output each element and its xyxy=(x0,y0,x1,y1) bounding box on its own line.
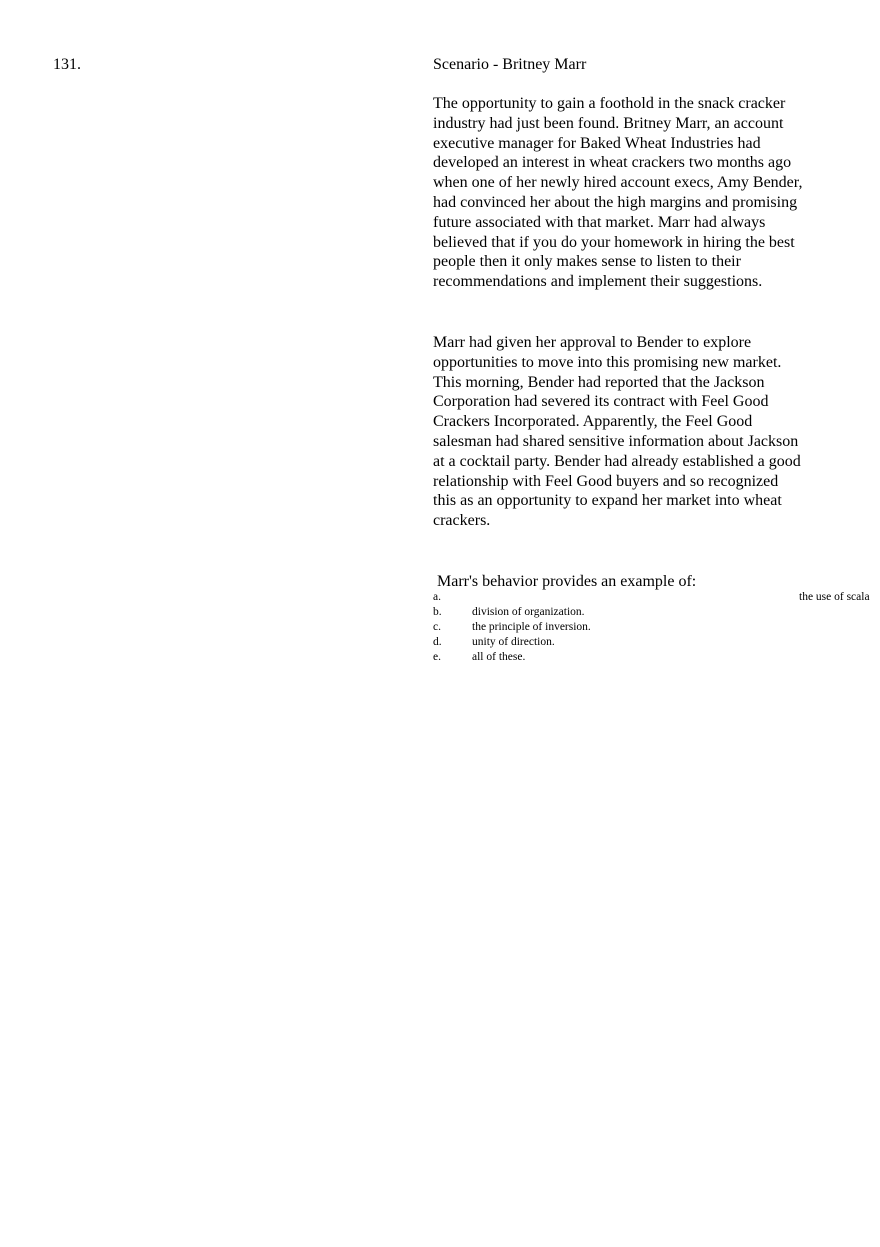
option-text: all of these. xyxy=(472,651,526,663)
answer-option-e xyxy=(433,650,880,665)
option-letter: a. xyxy=(433,591,441,603)
option-letter: e. xyxy=(433,651,441,663)
answer-option-d xyxy=(433,635,880,650)
answer-option-b xyxy=(433,605,880,620)
answer-option-c xyxy=(433,620,880,635)
option-letter: b. xyxy=(433,606,442,618)
question-number: 131. xyxy=(53,56,81,73)
option-text: the principle of inversion. xyxy=(472,621,591,633)
answer-option-a xyxy=(433,590,880,605)
scenario-paragraph-1: The opportunity to gain a foothold in the snack cracker industry had just been found. Britney Marr, an account executive manager for Baked Wheat Industries had developed an interest in wheat crackers two months ago when one of her newly hired account execs, Amy Bender, had convinced her about the high margins and promising future associated with that market. Marr had always believed that if you do your homework in hiring the best people then it only makes sense to listen to their recommendations and implement their suggestions. xyxy=(433,95,803,291)
option-text: the use of scala xyxy=(799,591,870,603)
answer-options xyxy=(433,590,880,665)
option-letter: c. xyxy=(433,621,441,633)
option-text: unity of direction. xyxy=(472,636,555,648)
option-text: division of organization. xyxy=(472,606,585,618)
question-stem: Marr's behavior provides an example of: xyxy=(437,573,697,590)
scenario-title: Scenario - Britney Marr xyxy=(433,56,587,73)
scenario-paragraph-2: Marr had given her approval to Bender to explore opportunities to move into this promising new market. This morning, Bender had reported that the Jackson Corporation had severed its contract with Feel Good Crackers Incorporated. Apparently, the Feel Good salesman had shared sensitive information about Jackson at a cocktail party. Bender had already established a good relationship with Feel Good buyers and so recognized this as an opportunity to expand her market into wheat crackers. xyxy=(433,334,801,530)
option-letter: d. xyxy=(433,636,442,648)
